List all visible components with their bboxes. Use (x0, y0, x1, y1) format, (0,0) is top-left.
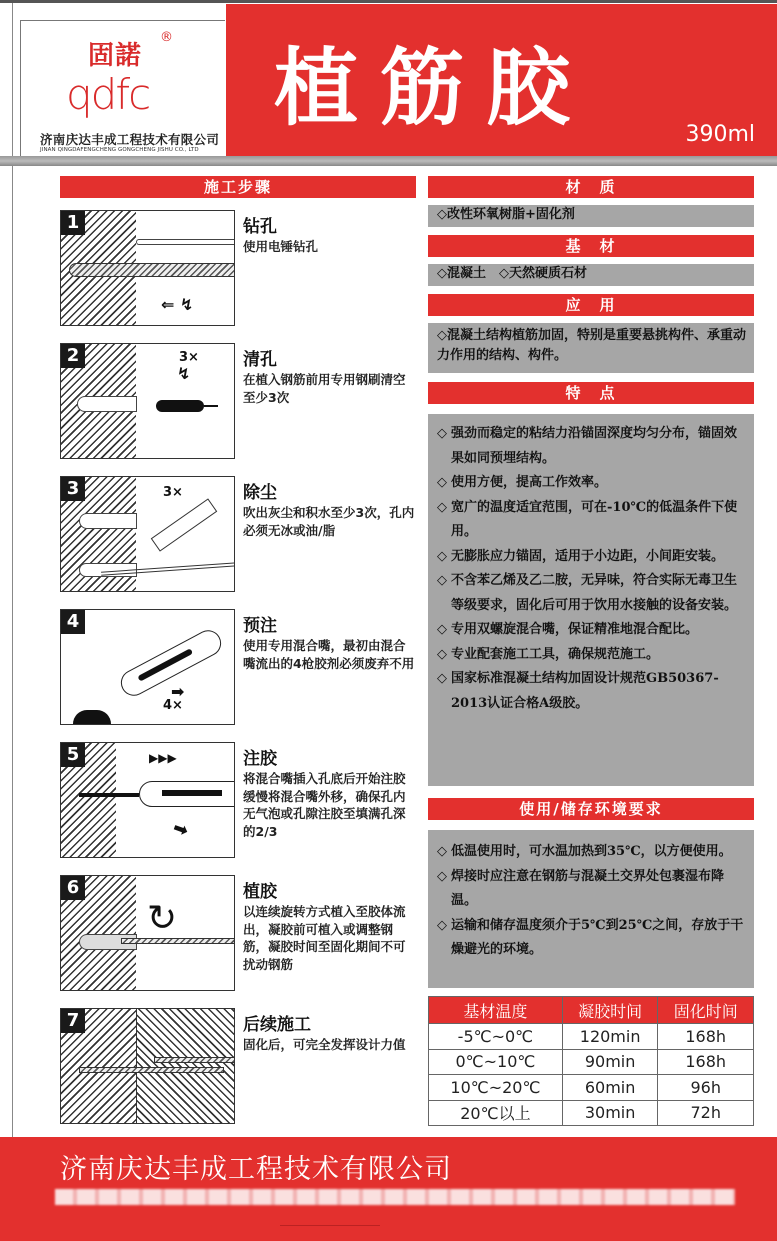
rebar-icon (121, 938, 235, 944)
drill-bit-icon (69, 263, 235, 277)
step-2-figure (60, 343, 235, 459)
diamond-bullet-icon: ◇ (437, 499, 447, 515)
table-cell: 72h (658, 1100, 754, 1126)
repeat-count-label: 4× (163, 698, 183, 713)
hammer-direction-icon: ⇐ ↯ (161, 295, 194, 314)
feature-item: ◇ 国家标准混凝土结构加固设计规范GB50367-2013认证合格A级胶。 (442, 667, 754, 716)
step-1 (60, 210, 420, 330)
table-cell: 10℃~20℃ (429, 1075, 563, 1101)
material-panel (428, 205, 754, 227)
material-item: ◇改性环氧树脂+固化剂 (437, 207, 575, 222)
diamond-bullet-icon: ◇ (437, 426, 447, 441)
step-description: 使用专用混合嘴，最初由混合嘴流出的4枪胶剂必须废弃不用 (243, 638, 415, 671)
diamond-bullet-icon: ◇ (437, 917, 447, 933)
column-header: 固化时间 (658, 997, 754, 1024)
left-margin-rule (12, 0, 13, 1241)
brush-handle (204, 405, 218, 407)
column-header: 凝胶时间 (562, 997, 658, 1024)
repeat-count-label: 3× (179, 350, 199, 365)
environment-item: ◇ 低温使用时，可水温加热到35℃，以方便使用。 (442, 840, 754, 865)
table-header-row (429, 997, 754, 1024)
diamond-bullet-icon: ◇ (437, 671, 447, 686)
material-heading: 材 质 (428, 176, 754, 198)
diamond-bullet-icon: ◇ (437, 475, 447, 490)
feature-item: ◇ 使用方便，提高工作效率。 (442, 471, 754, 496)
registered-mark-icon: ® (160, 30, 173, 45)
table-cell: 168h (658, 1024, 754, 1050)
step-description: 吹出灰尘和积水至少3次，孔内必须无冰或油/脂 (243, 505, 415, 538)
environment-heading: 使用/储存环境要求 (428, 798, 754, 820)
environment-item: ◇ 运输和储存温度须介于5℃到25℃之间，存放于干燥避光的环境。 (442, 914, 754, 963)
drilled-hole (79, 513, 137, 529)
table-row (429, 1075, 754, 1101)
withdraw-arrow-icon: ➡ (169, 817, 192, 842)
step-description: 固化后，可完全发挥设计力值 (243, 1037, 406, 1052)
step-number: 6 (61, 876, 85, 900)
application-heading: 应 用 (428, 294, 754, 316)
environment-panel (428, 830, 754, 988)
step-number: 3 (61, 477, 85, 501)
table-cell: 168h (658, 1049, 754, 1075)
drilled-hole (77, 396, 137, 412)
step-description: 以连续旋转方式植入至胶体流出，凝胶前可植入或调整钢筋，凝胶时间至固化期间不可扰动钢筋 (243, 904, 406, 972)
header-divider-bar (0, 156, 777, 166)
caulking-gun-icon (139, 781, 235, 807)
step-title: 钻孔 (243, 217, 277, 237)
step-number: 2 (61, 344, 85, 368)
table-cell: 96h (658, 1075, 754, 1101)
environment-item: ◇ 焊接时应注意在钢筋与混凝土交界处包裹湿布降温。 (442, 865, 754, 914)
rotation-icon: ↯ (177, 364, 191, 383)
step-title: 植胶 (243, 882, 277, 902)
brand-logo-mark: qdfc (66, 70, 150, 119)
step-4-figure (60, 609, 235, 725)
feature-item: ◇ 强劲而稳定的粘结力沿锚固深度均匀分布，锚固效果如同预埋结构。 (442, 422, 754, 471)
step-title: 预注 (243, 616, 277, 636)
logo-company-name: 济南庆达丰成工程技术有限公司 (40, 132, 220, 147)
feature-item: ◇ 宽广的温度适宜范围，可在-10℃的低温条件下使用。 (442, 496, 754, 545)
drill-rod (136, 239, 235, 245)
feature-item: ◇ 无膨胀应力锚固，适用于小边距，小间距安装。 (442, 545, 754, 570)
cure-time-table (428, 996, 754, 1126)
table-cell: 20℃以上 (429, 1100, 563, 1126)
diamond-bullet-icon: ◇ (437, 844, 447, 859)
step-number: 4 (61, 610, 85, 634)
header (0, 0, 777, 158)
diamond-bullet-icon: ◇ (437, 646, 447, 662)
features-heading: 特 点 (428, 382, 754, 404)
table-cell: 60min (562, 1075, 658, 1101)
step-3-figure (60, 476, 235, 592)
blow-pump-icon (151, 498, 218, 551)
discarded-glue-icon (73, 710, 111, 725)
column-header: 基材温度 (429, 997, 563, 1024)
step-3 (60, 476, 420, 596)
title-band (226, 4, 777, 156)
footer-address-redacted (55, 1189, 735, 1205)
features-panel (428, 414, 754, 786)
step-description: 使用电锤钻孔 (243, 239, 319, 254)
new-concrete-hatch (136, 1009, 235, 1123)
anchored-rebar-icon (79, 1067, 224, 1073)
diamond-bullet-icon: ◇ (437, 548, 447, 564)
diamond-bullet-icon: ◇ (437, 573, 447, 588)
table-row (429, 1049, 754, 1075)
feature-item: ◇ 专业配套施工工具，确保规范施工。 (442, 643, 754, 668)
step-2 (60, 343, 420, 463)
push-arrows-icon: ▶▶▶ (149, 751, 177, 765)
step-title: 注胶 (243, 749, 277, 769)
brand-logo-text: 固諾 (88, 41, 143, 71)
step-7-figure (60, 1008, 235, 1124)
steps-heading: 施工步骤 (60, 176, 416, 198)
step-title: 后续施工 (243, 1015, 311, 1035)
footer-company-name: 济南庆达丰成工程技术有限公司 (60, 1154, 452, 1185)
feature-item: ◇ 专用双螺旋混合嘴，保证精准地混合配比。 (442, 618, 754, 643)
table-cell: 30min (562, 1100, 658, 1126)
table-cell: -5℃~0℃ (429, 1024, 563, 1050)
substrate-item: ◇混凝土 ◇天然硬质石材 (437, 266, 587, 281)
diamond-bullet-icon: ◇ (437, 622, 447, 637)
step-description: 将混合嘴插入孔底后开始注胶缓慢将混合嘴外移，确保孔内无气泡或孔隙注胶至填满孔深的2/3 (243, 771, 406, 839)
application-item: ◇混凝土结构植筋加固，特别是重要悬挑构件、承重动力作用的结构、构件。 (437, 328, 746, 363)
footer-divider (280, 1225, 380, 1226)
step-number: 7 (61, 1009, 85, 1033)
rotate-arrow-icon: ↻ (147, 898, 178, 939)
substrate-panel (428, 264, 754, 286)
step-5-figure (60, 742, 235, 858)
table-cell: 90min (562, 1049, 658, 1075)
product-volume: 390ml (685, 122, 755, 147)
step-1-figure (60, 210, 235, 326)
step-6 (60, 875, 420, 995)
header-top-line (0, 0, 777, 3)
arrow-right-icon: ➡ (171, 682, 185, 701)
logo-company-name-en: JINAN QINGDAFENGCHENG GONGCHENG JISHU CO., LTD (40, 147, 199, 153)
step-number: 1 (61, 211, 85, 235)
footer (0, 1137, 777, 1241)
table-cell: 0℃~10℃ (429, 1049, 563, 1075)
repeat-count-label: 3× (163, 485, 183, 500)
feature-item: ◇ 不含苯乙烯及乙二胺，无异味，符合实际无毒卫生等级要求，固化后可用于饮用水接触的设备安装。 (442, 569, 754, 618)
table-row (429, 1024, 754, 1050)
step-6-figure (60, 875, 235, 991)
table-cell: 120min (562, 1024, 658, 1050)
step-7 (60, 1008, 420, 1128)
step-number: 5 (61, 743, 85, 767)
application-panel (428, 323, 754, 373)
step-4 (60, 609, 420, 729)
step-title: 除尘 (243, 483, 277, 503)
step-5 (60, 742, 420, 862)
nozzle-icon (79, 793, 139, 797)
step-description: 在植入钢筋前用专用钢刷清空至少3次 (243, 372, 406, 405)
substrate-heading: 基 材 (428, 235, 754, 257)
table-row (429, 1100, 754, 1126)
product-title: 植筋胶 (274, 39, 593, 137)
wire-brush-icon (156, 400, 204, 412)
lapped-rebar-icon (154, 1057, 235, 1063)
diamond-bullet-icon: ◇ (437, 868, 447, 884)
step-title: 清孔 (243, 350, 277, 370)
